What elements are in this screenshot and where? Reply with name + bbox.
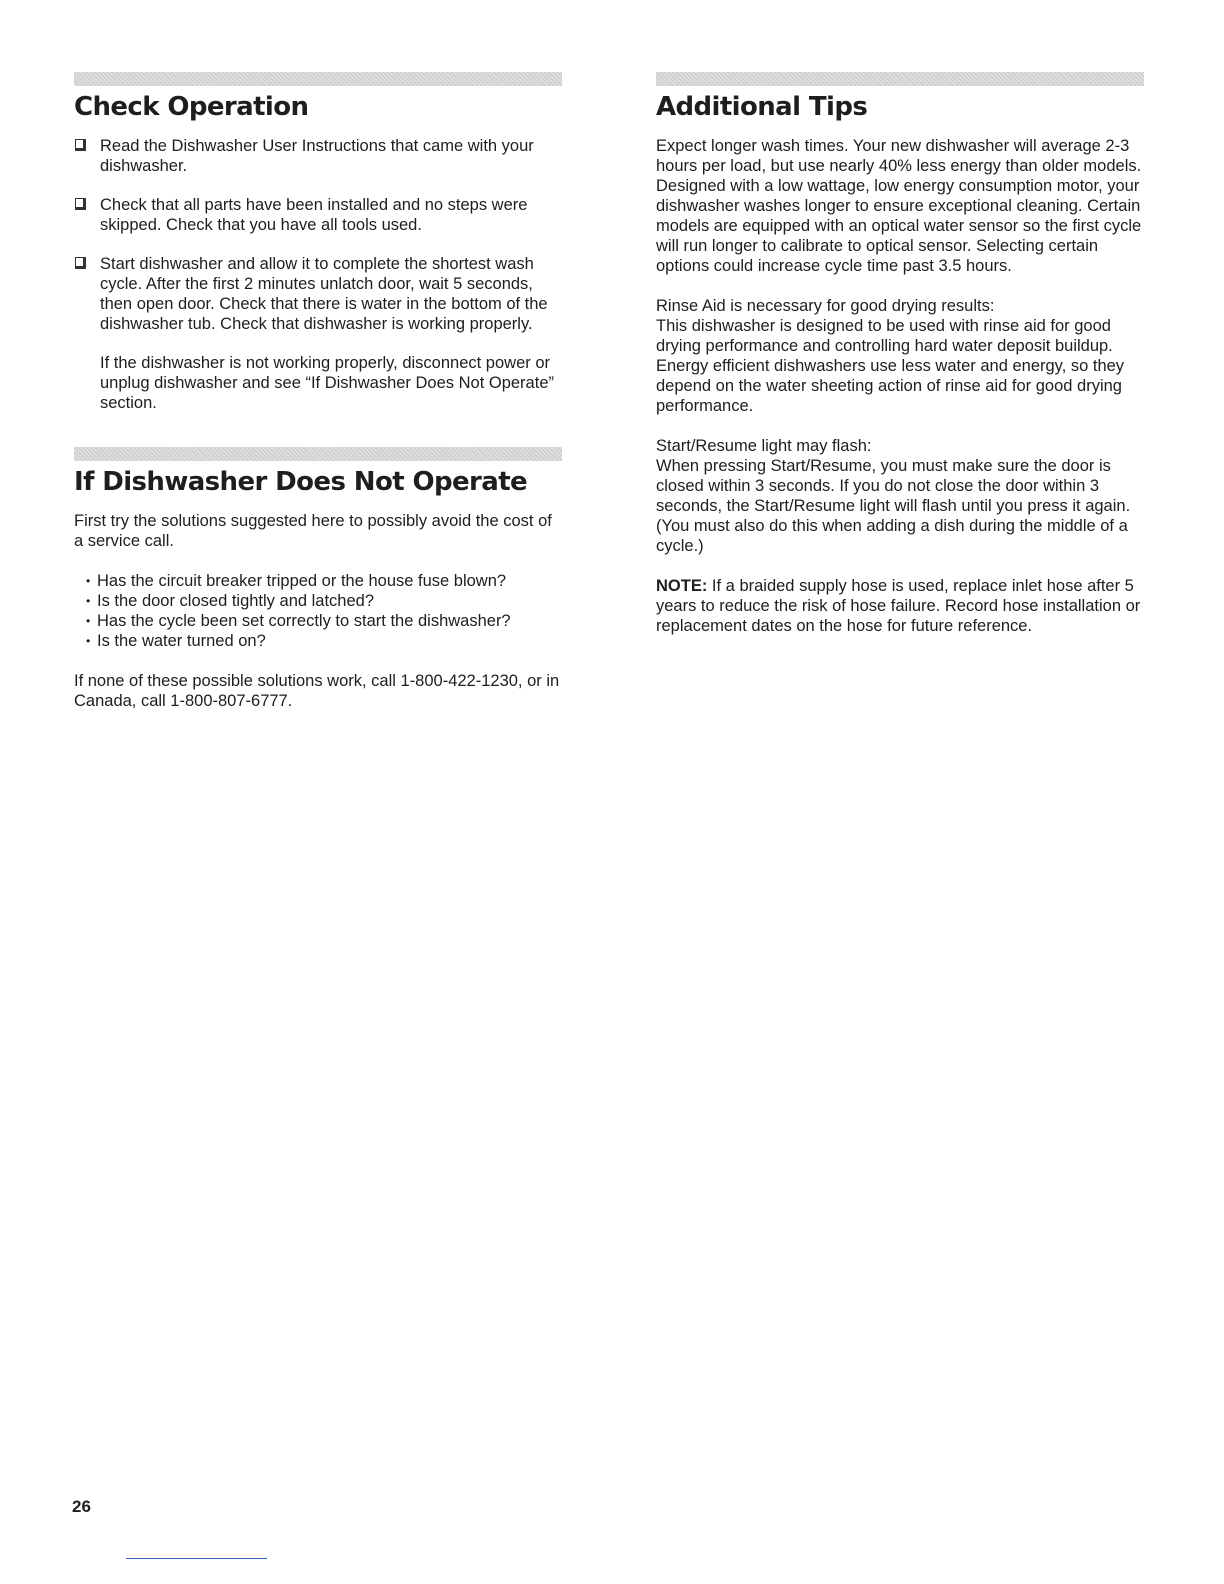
additional-tips-heading: Additional Tips <box>656 92 868 122</box>
troubleshooting-list <box>74 571 562 651</box>
start-resume-block <box>656 436 1144 556</box>
rinse-aid-body: This dishwasher is designed to be used with rinse aid for good drying performance and controlling hard water deposit buildup. Energy efficient dishwashers use less water and energy, so they depend on the water sheeting action of rinse aid for good drying performance. <box>656 317 1125 415</box>
rinse-aid-title: Rinse Aid is necessary for good drying results: <box>656 297 995 315</box>
section-rule <box>656 72 1144 86</box>
start-resume-body: When pressing Start/Resume, you must make sure the door is closed within 3 seconds. If you do not close the door within 3 seconds, the Start/Resume light will flash until you press it again. (You must also do this when adding a dish during the middle of a cycle.) <box>656 457 1131 555</box>
checklist-item-text: Check that all parts have been installed and no steps were skipped. Check that you have all tools used. <box>100 196 528 234</box>
checkbox-icon[interactable] <box>75 139 86 151</box>
page-number: 26 <box>72 1497 91 1516</box>
service-call-text: If none of these possible solutions work, call 1-800-422-1230, or in Canada, call 1-800-807-6777. <box>74 672 560 710</box>
note-body: If a braided supply hose is used, replace inlet hose after 5 years to reduce the risk of hose failure. Record hose installation or replacement dates on the hose for future reference. <box>656 577 1141 635</box>
list-item: • Is the door closed tightly and latched? <box>86 591 562 611</box>
check-operation-followup: If the dishwasher is not working properly, disconnect power or unplug dishwasher and see “If Dishwasher Does Not Operate” section. <box>100 354 554 412</box>
note-label: NOTE: <box>656 577 708 595</box>
wash-times-paragraph: Expect longer wash times. Your new dishwasher will average 2-3 hours per load, but use nearly 40% less energy than older models. Designed with a low wattage, low energy consumption motor, your dishwasher washes longer to ensure exceptional cleaning. Certain models are equipped with an optical water sensor so the first cycle will run longer to calibrate to optical sensor. Selecting certain options could increase cycle time past 3.5 hours. <box>656 137 1142 275</box>
rinse-aid-block <box>656 296 1144 416</box>
left-column <box>74 72 562 711</box>
checklist-item[interactable] <box>74 136 562 176</box>
checklist-item[interactable] <box>74 195 562 235</box>
note-paragraph <box>656 576 1144 636</box>
right-column <box>656 72 1144 656</box>
checkbox-icon[interactable] <box>75 257 86 269</box>
not-operate-intro: First try the solutions suggested here to possibly avoid the cost of a service call. <box>74 512 552 550</box>
section-rule <box>74 72 562 86</box>
section-rule <box>74 447 562 461</box>
footer-divider <box>126 1558 267 1559</box>
list-item: • Has the cycle been set correctly to start the dishwasher? <box>86 611 562 631</box>
checklist-item-text: Read the Dishwasher User Instructions that came with your dishwasher. <box>100 137 534 175</box>
not-operate-heading: If Dishwasher Does Not Operate <box>74 467 528 497</box>
checkbox-icon[interactable] <box>75 198 86 210</box>
check-operation-heading: Check Operation <box>74 92 309 122</box>
list-item: • Has the circuit breaker tripped or the house fuse blown? <box>86 571 562 591</box>
checklist-item-text: Start dishwasher and allow it to complete the shortest wash cycle. After the first 2 minutes unlatch door, wait 5 seconds, then open door. Check that there is water in the bottom of the dishwasher tub. Check that dishwasher is working properly. <box>100 255 548 333</box>
list-item: • Is the water turned on? <box>86 631 562 651</box>
start-resume-title: Start/Resume light may flash: <box>656 437 872 455</box>
checklist-item[interactable] <box>74 254 562 334</box>
